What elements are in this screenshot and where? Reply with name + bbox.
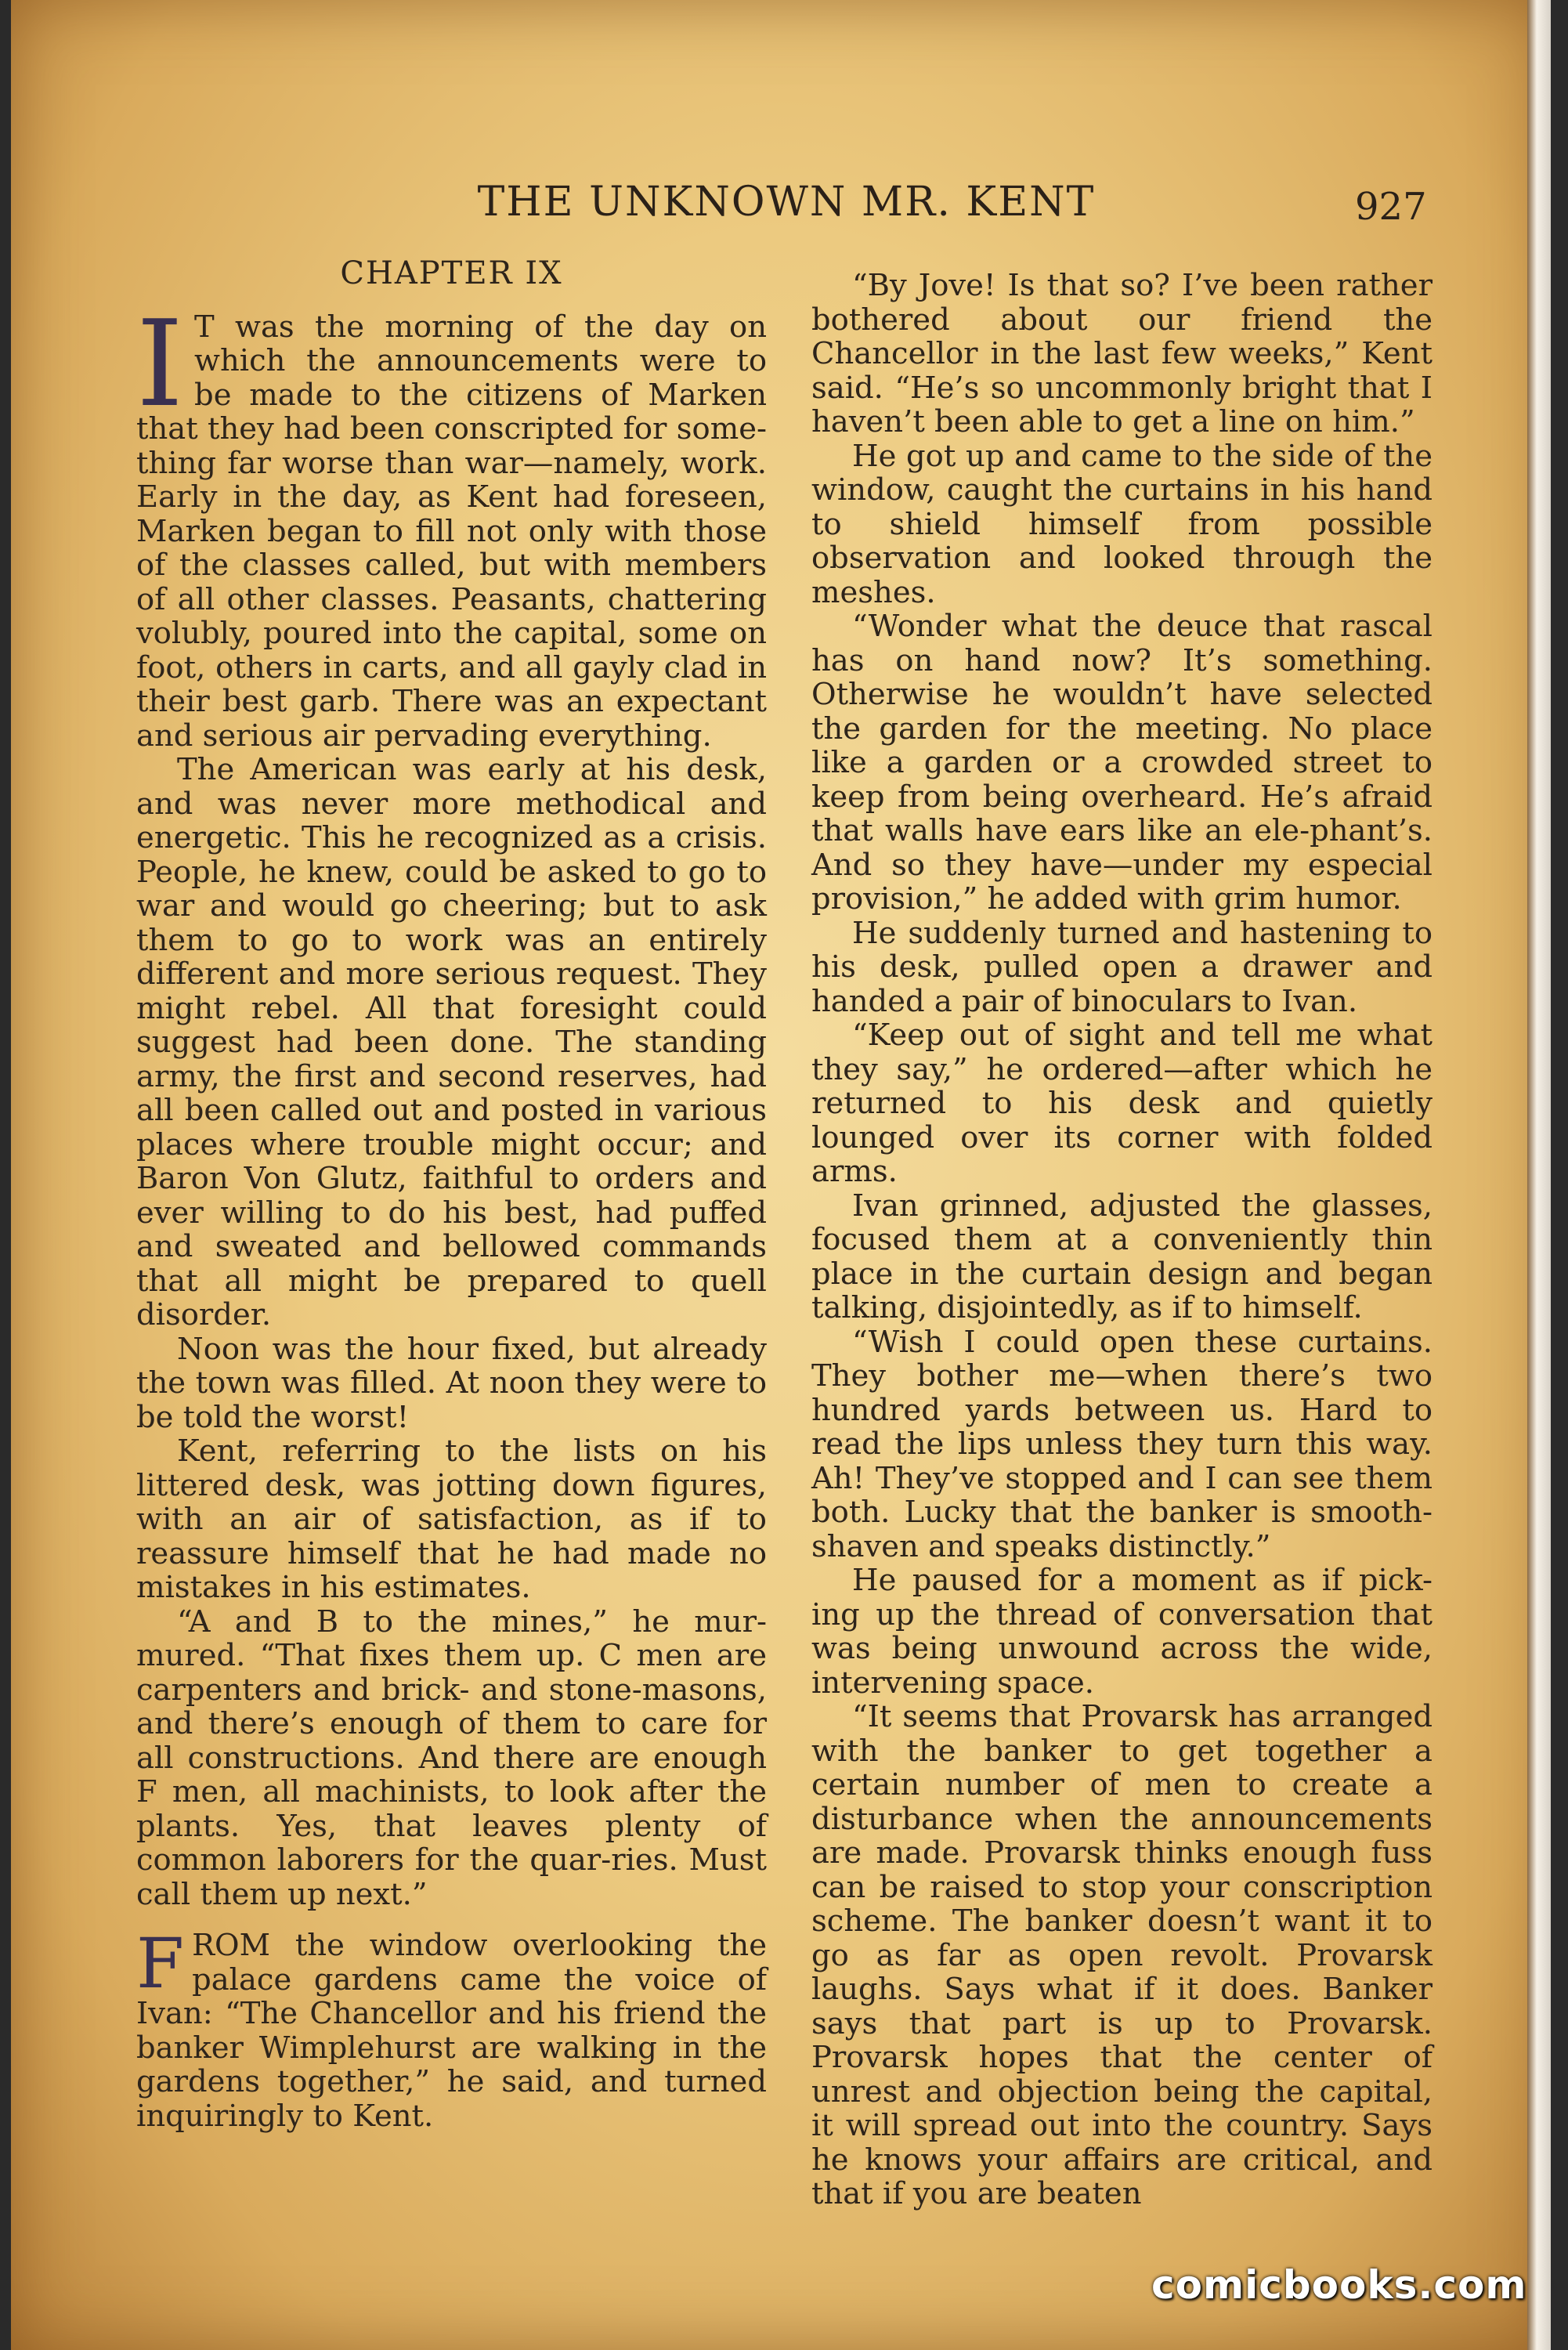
paragraph: Noon was the hour fixed, but already the town was filled. At noon they were to be told the worst! [136, 1331, 767, 1435]
paragraph: “It seems that Provarsk has arranged with the banker to get together a certain number of men to create a disturbance when the announcements are made. Provarsk thinks enough fuss can be raised to stop your conscription scheme. The banker doesn’t want it to go as far as open revolt. Provarsk laughs. Says what if it does. Banker says that part is up to Provarsk. Provarsk hopes that the center of unrest and objection being the capital, it will spread out into the country. Says he knows your affairs are critical, and that if you are beaten [811, 1699, 1433, 2211]
drop-cap: F [136, 1923, 185, 2004]
left-column [136, 257, 767, 2133]
paragraph: Kent, referring to the lists on his littered desk, was jotting down figures, with an air of satisfaction, as if to reassure himself that he had made no mistakes in his estimates. [136, 1434, 767, 1605]
paragraph-text: T was the morning of the day on which the announcements were to be made to the citizens of Marken that they had been conscripted for some-thing far worse than war—namely, work. Early in the day, as Kent had foreseen, Marken began to fill not only with those of the classes called, but with members of all other classes. Peasants, chattering volubly, poured into the capital, some on foot, others in carts, and all gayly clad in their best garb. There was an expectant and serious air pervading everything. [136, 309, 767, 754]
paragraph: “A and B to the mines,” he mur-mured. “That fixes them up. C men are carpenters and brick- and stone-masons, and there’s enough of them to care for all constructions. And there are enough F men, all machinists, to look after the plants. Yes, that leaves plenty of common laborers for the quar-ries. Must call them up next.” [136, 1603, 767, 1912]
paragraph: “Keep out of sight and tell me what they say,” he ordered—after which he returned to his desk and quietly lounged over its corner with folded arms. [811, 1018, 1433, 1189]
paragraph [136, 1923, 767, 2134]
paragraph: He suddenly turned and hastening to his desk, pulled open a drawer and handed a pair of binoculars to Ivan. [811, 915, 1433, 1019]
paragraph [136, 294, 767, 754]
book-page [11, 0, 1551, 2350]
running-title: THE UNKNOWN MR. KENT [477, 179, 1096, 226]
section-break [136, 1911, 767, 1929]
right-column [811, 269, 1433, 2211]
watermark: comicbooks.com [1151, 2262, 1527, 2308]
paragraph: The American was early at his desk, and was never more methodical and energetic. This he recognized as a crisis. People, he knew, could be asked to go to war and would go cheering; but to ask them to go to work was an entirely different and more serious request. They might rebel. All that foresight could suggest had been done. The standing army, the first and second reserves, had all been called out and posted in various places where trouble might occur; and Baron Von Glutz, faithful to orders and ever willing to do his best, had puffed and sweated and bellowed commands that all might be prepared to quell disorder. [136, 752, 767, 1332]
page-number: 927 [1355, 185, 1427, 229]
page-edge [1527, 0, 1551, 2350]
paragraph: “By Jove! Is that so? I’ve been rather bothered about our friend the Chancellor in the last few weeks,” Kent said. “He’s so uncommonly bright that I haven’t been able to get a line on him.” [811, 268, 1433, 439]
chapter-heading: CHAPTER IX [340, 255, 563, 291]
paragraph: He paused for a moment as if pick-ing up the thread of conversation that was being unwound across the wide, intervening space. [811, 1563, 1433, 1701]
paragraph: “Wish I could open these curtains. They bother me—when there’s two hundred yards between us. Hard to read the lips unless they turn this way. Ah! They’ve stopped and I can see them both. Lucky that the banker is smooth-shaven and speaks distinctly.” [811, 1324, 1433, 1564]
drop-cap: I [136, 294, 184, 433]
paragraph: Ivan grinned, adjusted the glasses, focused them at a conveniently thin place in the curtain design and began talking, disjointedly, as if to himself. [811, 1188, 1433, 1325]
paragraph: He got up and came to the side of the window, caught the curtains in his hand to shield himself from possible observation and looked through the meshes. [811, 438, 1433, 610]
paragraph-text: ROM the window overlooking the palace gardens came the voice of Ivan: “The Chancellor and his friend the banker Wimplehurst are walking in the gardens together,” he said, and turned inquiringly to Kent. [136, 1928, 767, 2134]
paragraph: “Wonder what the deuce that rascal has on hand now? It’s something. Otherwise he wouldn’t have selected the garden for the meeting. No place like a garden or a crowded street to keep from being overheard. He’s afraid that walls have ears like an ele-phant’s. And so they have—under my especial provision,” he added with grim humor. [811, 609, 1433, 916]
